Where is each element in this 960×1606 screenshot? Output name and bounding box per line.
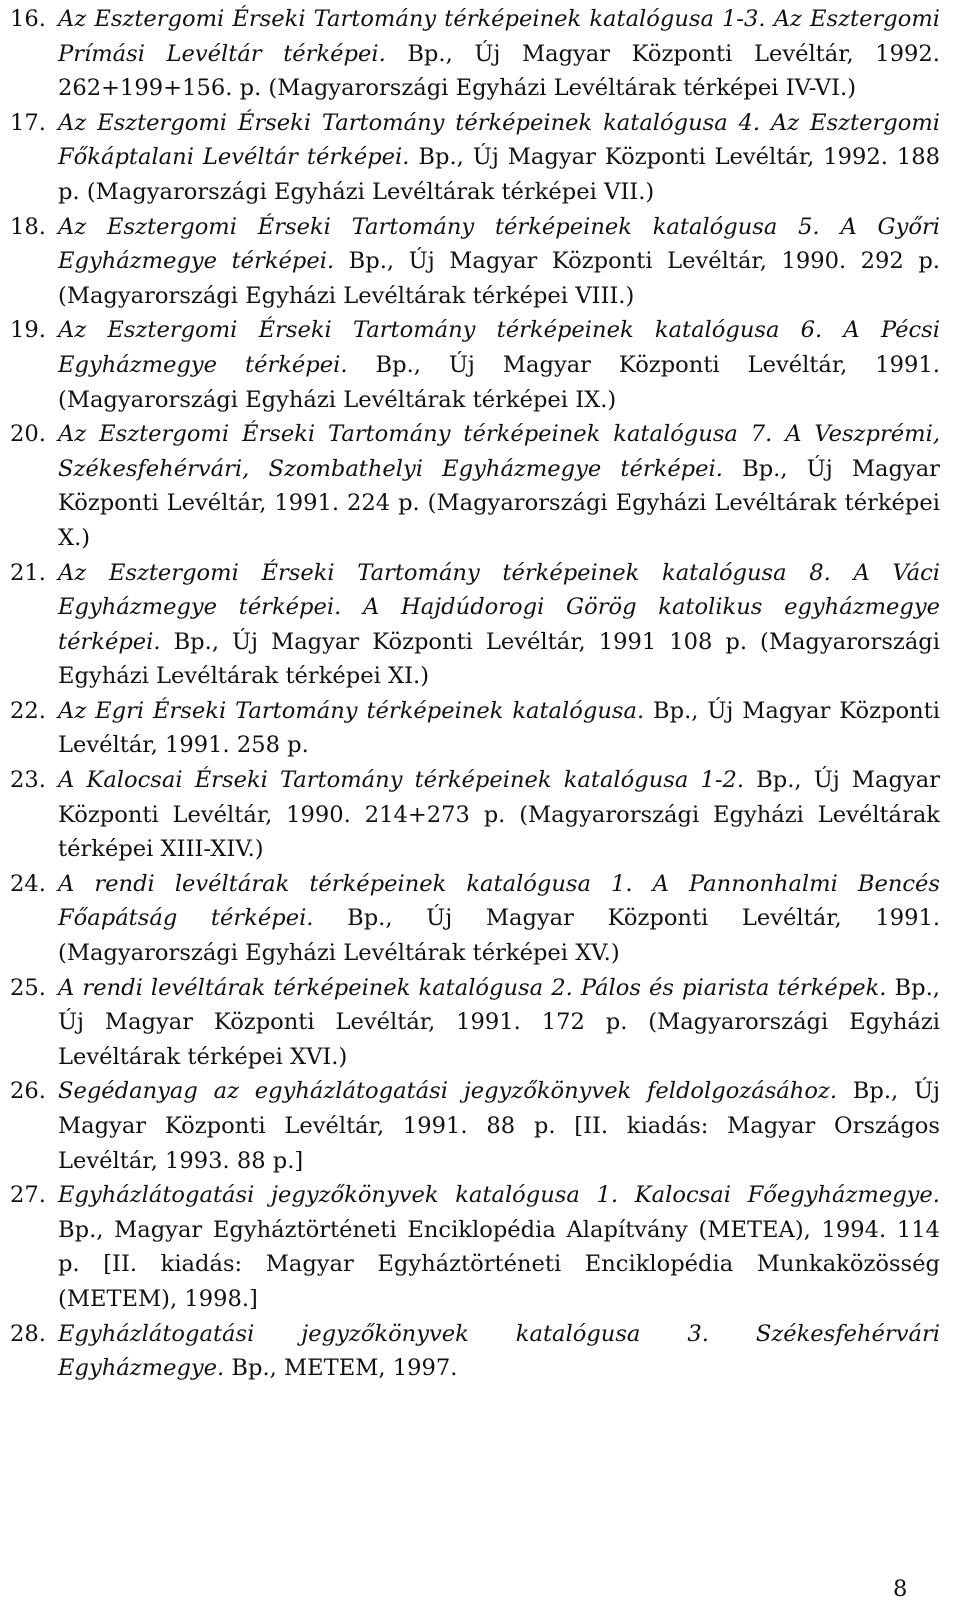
entry-publication: Bp., Új Magyar Központi Levéltár, 1992. 188 p. (Magyarországi Egyházi Levéltárak térképei VII.) <box>58 144 940 205</box>
entry-publication: Bp., Új Magyar Központi Levéltár, 1991. 88 p. [II. kiadás: Magyar Országos Levéltár, 1993. 88 p.] <box>58 1078 941 1174</box>
bibliography-entry-20 <box>10 417 940 555</box>
entry-publication: Bp., Magyar Egyháztörténeti Enciklopédia Alapítvány (METEA), 1994. 114 p. [II. kiadás: Magyar Egyháztörténeti Enciklopédia Munkaközösség (METEM), 1998.] <box>58 1216 940 1312</box>
bibliography-entry-25 <box>10 971 940 1075</box>
entry-publication: Bp., Új Magyar Központi Levéltár, 1991. (Magyarországi Egyházi Levéltárak térképei IX.) <box>58 351 940 413</box>
entry-number: 19. <box>10 317 46 344</box>
entry-number: 22. <box>10 697 46 724</box>
bibliography-entry-18 <box>10 210 940 314</box>
entry-number: 18. <box>10 213 46 240</box>
bibliography-entry-23 <box>10 763 940 867</box>
entry-publication: Bp., Új Magyar Központi Levéltár, 1991. 224 p. (Magyarországi Egyházi Levéltárak térképei X.) <box>58 455 940 551</box>
entry-publication: Bp., Új Magyar Központi Levéltár, 1991. 172 p. (Magyarországi Egyházi Levéltárak térképei XVI.) <box>58 974 940 1070</box>
entry-title: Segédanyag az egyházlátogatási jegyzőkönyvek feldolgozásához. <box>58 1078 838 1105</box>
entry-number: 20. <box>10 421 46 448</box>
entry-publication: Bp., METEM, 1997. <box>224 1355 458 1382</box>
page-number: 8 <box>893 1576 908 1602</box>
entry-title: Egyházlátogatási jegyzőkönyvek katalógusa 1. Kalocsai Főegyházmegye. <box>58 1182 940 1209</box>
entry-title: Az Esztergomi Érseki Tartomány térképeinek katalógusa 6. A Pécsi Egyházmegye térképei. <box>58 317 940 378</box>
bibliography-entry-19 <box>10 313 940 417</box>
bibliography-entry-22 <box>10 694 940 763</box>
entry-title: A rendi levéltárak térképeinek katalógusa 2. Pálos és piarista térképek. <box>58 974 887 1001</box>
bibliography-list <box>10 2 940 1386</box>
bibliography-entry-24 <box>10 867 940 971</box>
entry-number: 17. <box>10 109 46 136</box>
entry-title: A rendi levéltárak térképeinek katalógusa 1. A Pannonhalmi Bencés Főapátság térképei. <box>58 870 940 932</box>
entry-title: Egyházlátogatási jegyzőkönyvek katalógusa 3. Székesfehérvári Egyházmegye. <box>58 1320 940 1382</box>
entry-title: Az Esztergomi Érseki Tartomány térképeinek katalógusa 8. A Váci Egyházmegye térképei. A Hajdúdorogi Görög katolikus egyházmegye térképei. <box>58 559 940 655</box>
entry-title: A Kalocsai Érseki Tartomány térképeinek katalógusa 1-2. <box>58 767 745 794</box>
entry-number: 23. <box>10 767 46 794</box>
entry-title: Az Esztergomi Érseki Tartomány térképeinek katalógusa 1-3. Az Esztergomi Prímási Levéltár térképei. <box>58 6 940 67</box>
bibliography-entry-16 <box>10 2 940 106</box>
entry-number: 16. <box>10 6 46 32</box>
entry-publication: Bp., Új Magyar Központi Levéltár, 1990. 292 p. (Magyarországi Egyházi Levéltárak térképei VIII.) <box>58 248 940 309</box>
entry-number: 21. <box>10 559 46 586</box>
entry-title: Az Esztergomi Érseki Tartomány térképeinek katalógusa 7. A Veszprémi, Székesfehérvári, Szombathelyi Egyházmegye térképei. <box>58 421 940 482</box>
entry-publication: Bp., Új Magyar Központi Levéltár, 1991 108 p. (Magyarországi Egyházi Levéltárak térképei XI.) <box>58 628 940 690</box>
entry-number: 28. <box>10 1320 46 1347</box>
bibliography-entry-26 <box>10 1074 940 1178</box>
bibliography-entry-27 <box>10 1178 940 1316</box>
entry-title: Az Egri Érseki Tartomány térképeinek katalógusa. <box>58 697 645 724</box>
entry-publication: Bp., Új Magyar Központi Levéltár, 1991. (Magyarországi Egyházi Levéltárak térképei XV.) <box>58 905 941 967</box>
entry-publication: Bp., Új Magyar Központi Levéltár, 1992. 262+199+156. p. (Magyarországi Egyházi Levéltárak térképei IV-VI.) <box>58 40 940 102</box>
entry-number: 27. <box>10 1182 46 1209</box>
entry-title: Az Esztergomi Érseki Tartomány térképeinek katalógusa 5. A Győri Egyházmegye térképei. <box>58 213 940 275</box>
entry-publication: Bp., Új Magyar Központi Levéltár, 1991. 258 p. <box>58 697 940 759</box>
entry-number: 25. <box>10 974 46 1001</box>
bibliography-entry-17 <box>10 106 940 210</box>
entry-number: 26. <box>10 1078 46 1105</box>
entry-publication: Bp., Új Magyar Központi Levéltár, 1990. 214+273 p. (Magyarországi Egyházi Levéltárak térképei XIII-XIV.) <box>58 767 940 863</box>
bibliography-entry-28 <box>10 1317 940 1386</box>
bibliography-entry-21 <box>10 556 940 694</box>
entry-number: 24. <box>10 870 46 897</box>
entry-title: Az Esztergomi Érseki Tartomány térképeinek katalógusa 4. Az Esztergomi Főkáptalani Levéltár térképei. <box>58 109 940 171</box>
